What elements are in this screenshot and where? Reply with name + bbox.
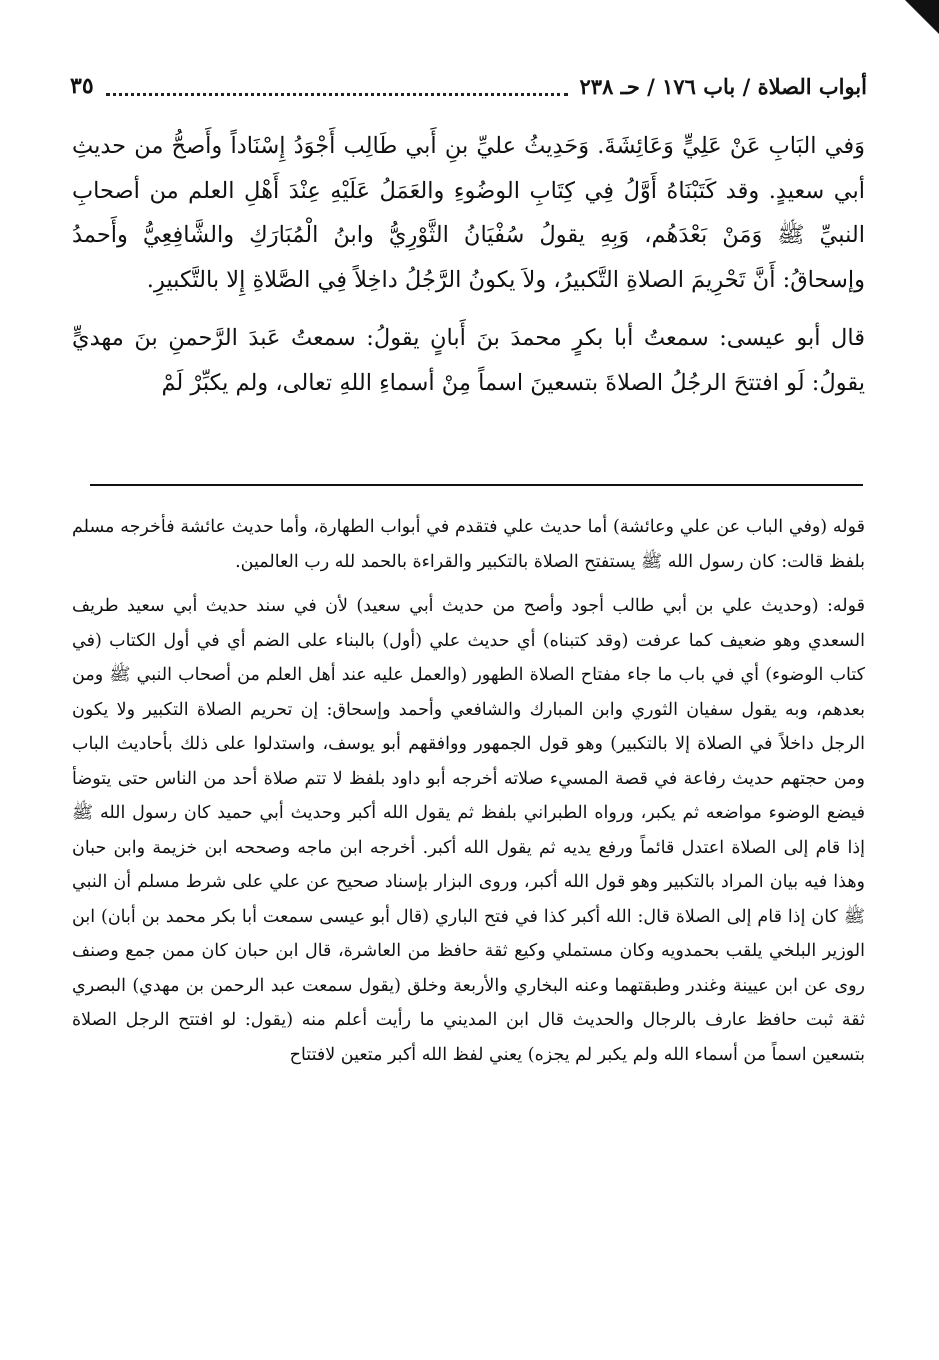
running-title: أبواب الصلاة / باب ١٧٦ / حـ ٢٣٨ <box>579 73 867 99</box>
commentary-paragraph: قوله: (وحديث علي بن أبي طالب أجود وأصح من حديث أبي سعيد) لأن في سند حديث أبي سعيد طريف السعدي وهو ضعيف كما عرفت (وقد كتبناه) أي حديث علي (أول) بالبناء على الضم أي في أول الكتاب (في كتاب الوضوء) أي في باب ما جاء مفتاح الصلاة الطهور (والعمل عليه عند أهل العلم من أصحاب النبي ﷺ ومن بعدهم، وبه يقول سفيان الثوري وابن المبارك والشافعي وأحمد وإسحاق: إن تحريم الصلاة التكبير ولا يكون الرجل داخلاً في الصلاة إلا بالتكبير) وهو قول الجمهور ووافقهم أبو يوسف، واستدلوا على ذلك بأحاديث الباب ومن حجتهم حديث رفاعة في قصة المسيء صلاته أخرجه أبو داود بلفظ لا تتم صلاة أحد من الناس حتى يتوضأ فيضع الوضوء مواضعه ثم يكبر، ورواه الطبراني بلفظ ثم يقول الله أكبر وحديث أبي حميد كان رسول الله ﷺ إذا قام إلى الصلاة اعتدل قائماً ورفع يديه ثم يقول الله أكبر. أخرجه ابن ماجه وصححه ابن خزيمة وابن حبان وهذا فيه بيان المراد بالتكبير وهو قول الله أكبر، وروى البزار بإسناد صحيح عن علي على شرط مسلم أن النبي ﷺ كان إذا قام إلى الصلاة قال: الله أكبر كذا في فتح الباري (قال أبو عيسى سمعت أبا بكر محمد بن أبان) ابن الوزير البلخي يلقب بحمدويه وكان مستملي وكيع ثقة حافظ من العاشرة، قال ابن حبان كان ممن جمع وصنف روى عن ابن عيينة وغندر وطبقتهما وعنه البخاري والأربعة وخلق (يقول سمعت عبد الرحمن بن مهدي) البصري ثقة ثبت حافظ عارف بالرجال والحديث قال ابن المديني ما رأيت أعلم منه (يقول: لو افتتح الرجل الصلاة بتسعين اسماً من أسماء الله ولم يكبر لم يجزه) يعني لفظ الله أكبر متعين لافتتاح <box>72 596 865 1065</box>
footnote-separator <box>90 484 863 486</box>
header-leader-dots <box>106 93 568 96</box>
commentary <box>72 510 865 1072</box>
page-corner-mark <box>905 0 939 34</box>
main-text <box>72 124 865 405</box>
commentary-paragraph: قوله (وفي الباب عن علي وعائشة) أما حديث علي فتقدم في أبواب الطهارة، وأما حديث عائشة فأخرجه مسلم بلفظ قالت: كان رسول الله ﷺ يستفتح الصلاة بالتكبير والقراءة بالحمد لله رب العالمين. <box>72 517 865 572</box>
main-paragraph: قال أبو عيسى: سمعتُ أبا بكرٍ محمدَ بنَ أَبانٍ يقولُ: سمعتُ عَبدَ الرَّحمنِ بنَ مهديٍّ يقولُ: لَو افتتحَ الرجُلُ الصلاةَ بتسعينَ اسماً مِنْ أسماءِ اللهِ تعالى، ولم يكبِّرْ لَمْ <box>72 325 865 396</box>
main-paragraph: وَفي البَابِ عَنْ عَلِيٍّ وَعَائِشَةَ. وَحَدِيثُ عليِّ بنِ أَبي طَالِب أَجْوَدُ إِسْنَاداً وأَصحُّ من حديثِ أبي سعيدٍ. وقد كَتَبْنَاهُ أَوَّلُ فِي كِتَابِ الوضُوءِ والعَمَلُ عَلَيْهِ عِنْدَ أَهْلِ العلم من أصحابِ النبيِّ ﷺ وَمَنْ بَعْدَهُم، وَبِهِ يقولُ سُفْيَانُ الثَّوْرِيُّ وابنُ الْمُبَارَكِ والشَّافِعِيُّ وأَحمدُ وإسحاقُ: أَنَّ تَحْرِيمَ الصلاةِ التَّكبيرُ، ولاَ يكونُ الرَّجُلُ داخِلاً فِي الصَّلاةِ إِلا بالتَّكبيرِ. <box>72 133 865 293</box>
page-number: ٣٥ <box>70 73 94 99</box>
page-header <box>70 66 867 106</box>
